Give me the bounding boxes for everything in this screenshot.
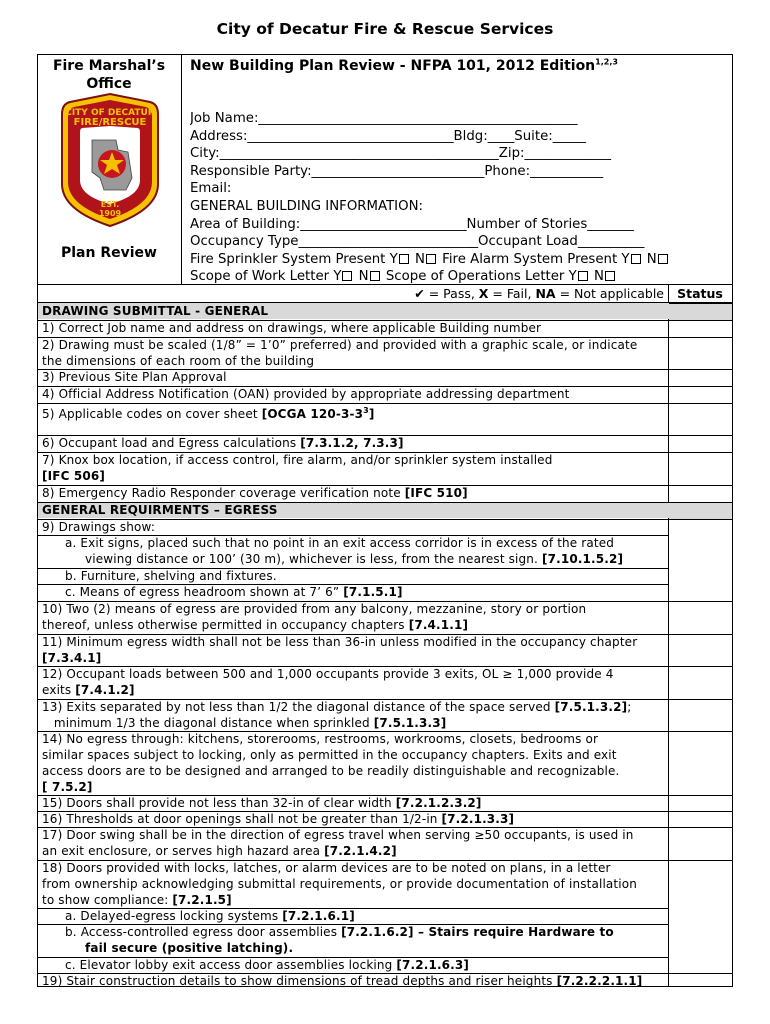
checklist-item-3: 3) Previous Site Plan Approval [42, 370, 227, 384]
checklist-item-9a [38, 535, 669, 567]
item-18b-line2: fail secure (positive latching). [85, 941, 294, 955]
fire-marshal-office-title [38, 57, 180, 93]
legend-na-text: = Not applicable [555, 286, 664, 301]
row-rule [38, 519, 669, 520]
area-field[interactable]: Area of Building:_________________________Number of Stories_______ [190, 216, 634, 232]
item-14-line3: access doors are to be designed and arranged to be readily distinguishable and recognizable. [42, 764, 620, 778]
logo-text-top: CITY OF DECATUR [65, 108, 155, 118]
item-7-line1: 7) Knox box location, if access control, fire alarm, and/or sprinkler system installed [42, 453, 553, 467]
row-rule [38, 403, 669, 404]
checklist-item-18 [38, 860, 669, 908]
status-cell-6[interactable] [669, 435, 732, 452]
item-16-ref: [7.2.1.3.3] [441, 812, 515, 826]
sprinkler-no-label: N [410, 251, 425, 267]
item-13-semicolon: ; [627, 700, 632, 714]
item-14-line1: 14) No egress through: kitchens, storerooms, restrooms, workrooms, closets, bedrooms or [42, 732, 599, 746]
systems-present-line [190, 251, 725, 269]
scope-ops-label: Scope of Operations Letter Y [381, 269, 577, 285]
status-cell-7[interactable] [669, 452, 732, 485]
item-2-line2: the dimensions of each room of the building [42, 354, 315, 368]
job-name-field[interactable]: Job Name:________________________________________________ [190, 111, 578, 126]
general-info-heading: GENERAL BUILDING INFORMATION: [190, 198, 424, 214]
row-rule [38, 584, 669, 585]
status-cell-10[interactable] [669, 601, 732, 634]
legend-pass: = Pass, [424, 286, 479, 301]
item-18a-ref: [7.2.1.6.1] [282, 909, 355, 923]
address-field[interactable]: Address:_______________________________Bldg:____Suite:_____ [190, 128, 586, 144]
fire-rescue-badge-logo [60, 92, 160, 228]
status-cell-13[interactable] [669, 699, 732, 731]
form-title-text: New Building Plan Review - NFPA 101, 2012 Edition [190, 57, 596, 74]
status-cell-19[interactable] [669, 973, 732, 986]
scope-ops-no-label: N [589, 269, 604, 285]
check-mark-icon: ✔ [414, 286, 425, 301]
section-egress: GENERAL REQUIRMENTS – EGRESS [38, 502, 669, 518]
item-11-line1: 11) Minimum egress width shall not be less than 36-in unless modified in the occupancy chapter [42, 635, 638, 649]
item-7-ref: [IFC 506] [42, 469, 106, 483]
status-cell-18[interactable] [669, 860, 732, 973]
job-info-block [190, 110, 725, 286]
item-13-ref-a: [7.5.1.3.2] [554, 700, 628, 714]
checklist-item-5 [38, 403, 669, 422]
status-cell-9[interactable] [669, 519, 732, 601]
row-rule [38, 634, 669, 635]
item-5-ref: [OCGA 120-3-3 [261, 407, 364, 421]
status-cell-17[interactable] [669, 827, 732, 860]
item-2-line1: 2) Drawing must be scaled (1/8” = 1’0” preferred) and provided with a graphic scale, or indicate [42, 338, 638, 352]
item-8-text: 8) Emergency Radio Responder coverage verification note [42, 486, 405, 500]
page-title: City of Decatur Fire & Rescue Services [216, 20, 554, 38]
status-cell-section-egress [669, 502, 732, 519]
row-rule [38, 320, 669, 321]
row-rule [38, 908, 669, 909]
sprinkler-yes-checkbox[interactable] [399, 254, 409, 264]
item-18-ref: [7.2.1.5] [172, 893, 232, 907]
row-rule [38, 568, 669, 569]
form-title-footnotes: 1,2,3 [595, 57, 618, 66]
item-18b-line1: b. Access-controlled egress door assemblies [65, 925, 342, 939]
checklist-item-17 [38, 827, 669, 859]
status-cell-14[interactable] [669, 731, 732, 795]
status-cell-section [669, 303, 732, 320]
item-18c-text: c. Elevator lobby exit access door assemblies locking [65, 958, 397, 972]
checklist-item-12 [38, 666, 669, 698]
checklist-item-15 [38, 795, 669, 811]
item-17-line1: 17) Door swing shall be in the direction of egress travel when serving ≥50 occupants, is used in [42, 828, 634, 842]
email-field[interactable]: Email: [190, 181, 232, 197]
sprinkler-label: Fire Sprinkler System Present Y [190, 251, 398, 267]
checklist-item-10 [38, 601, 669, 633]
item-13-line1: 13) Exits separated by not less than 1/2 the diagonal distance of the space served [42, 700, 555, 714]
row-rule [38, 485, 669, 486]
item-19-text: 19) Stair construction details to show dimensions of tread depths and riser heights [42, 974, 557, 988]
row-rule [38, 535, 669, 536]
item-9a-line2: viewing distance or 100’ (30 m), whichever is less, from the nearest sign. [85, 552, 542, 566]
form-header [190, 57, 730, 74]
row-rule [38, 811, 669, 812]
logo-text-mid: FIRE/RESCUE [73, 117, 147, 128]
sprinkler-no-checkbox[interactable] [426, 254, 436, 264]
item-18a-text: a. Delayed-egress locking systems [65, 909, 283, 923]
item-13-ref-b: [7.5.1.3.3] [373, 716, 447, 730]
scope-work-no-label: N [354, 269, 369, 285]
alarm-label: Fire Alarm System Present Y [437, 251, 630, 267]
checklist-item-11 [38, 634, 669, 666]
checklist-item-2 [38, 337, 669, 369]
row-rule [38, 924, 669, 925]
row-rule [38, 337, 669, 338]
item-17-ref: [7.2.1.4.2] [324, 844, 397, 858]
status-column [669, 303, 732, 986]
item-13-line2: minimum 1/3 the diagonal distance when sprinkled [42, 716, 374, 730]
item-16-text: 16) Thresholds at door openings shall not be greater than 1/2-in [42, 812, 442, 826]
item-9c-text: c. Means of egress headroom shown at 7’ 6” [65, 585, 344, 599]
item-9a-ref: [7.10.1.5.2] [541, 552, 624, 566]
row-rule [38, 731, 669, 732]
status-cell-1[interactable] [669, 320, 732, 337]
item-18b-ref: [7.2.1.6.2] – Stairs require Hardware to [341, 925, 614, 939]
status-legend [380, 286, 664, 301]
responsible-party-field[interactable]: Responsible Party:__________________________Phone:___________ [190, 163, 604, 179]
form-title [190, 58, 618, 74]
checklist-item-9b: b. Furniture, shelving and fixtures. [65, 569, 277, 583]
item-8-ref: [IFC 510] [404, 486, 468, 500]
office-title-line1: Fire Marshal’s [52, 58, 166, 74]
logo-text-est: EST. [100, 200, 120, 209]
checklist-item-18a [38, 908, 669, 924]
row-rule [38, 601, 669, 602]
status-cell-8[interactable] [669, 485, 732, 502]
item-14-line2: similar spaces subject to locking, only as permitted in the occupancy chapters. Exits and exit [42, 748, 617, 762]
checklist-item-14 [38, 731, 669, 795]
item-18-line3: to show compliance: [42, 893, 173, 907]
item-10-ref: [7.4.1.1] [408, 618, 469, 632]
plan-review-label: Plan Review [61, 245, 157, 261]
header-divider [181, 55, 182, 285]
item-19-ref: [7.2.2.2.1.1] [556, 974, 643, 988]
item-6-text: 6) Occupant load and Egress calculations [42, 436, 301, 450]
legend-na: NA [535, 286, 556, 301]
checklist-item-18b [38, 924, 669, 956]
checklist-item-7 [38, 452, 669, 484]
status-column-header: Status [677, 286, 723, 301]
item-5-end: ] [368, 407, 375, 421]
status-cell-11[interactable] [669, 634, 732, 666]
row-rule [38, 973, 669, 974]
item-17-line2: an exit enclosure, or serves high hazard area [42, 844, 325, 858]
row-rule [38, 502, 669, 503]
checklist-item-4: 4) Official Address Notification (OAN) provided by appropriate addressing department [42, 387, 570, 401]
item-11-ref: [7.3.4.1] [42, 651, 102, 665]
scope-work-yes-checkbox[interactable] [342, 271, 352, 281]
city-field[interactable]: City:__________________________________________Zip:_____________ [190, 146, 611, 162]
item-14-ref: [ 7.5.2] [42, 780, 93, 794]
scope-ops-yes-checkbox[interactable] [578, 271, 588, 281]
checklist-item-19 [38, 973, 669, 989]
legend-fail: = Fail, [488, 286, 536, 301]
row-rule [38, 957, 669, 958]
checklist-item-1: 1) Correct Job name and address on drawings, where applicable Building number [42, 321, 542, 335]
alarm-no-label: N [642, 251, 657, 267]
scope-line [190, 268, 725, 286]
occupancy-field[interactable]: Occupancy Type___________________________Occupant Load__________ [190, 234, 645, 250]
row-rule [38, 699, 669, 700]
alarm-yes-checkbox[interactable] [631, 254, 641, 264]
checklist-item-18c [38, 957, 669, 973]
item-5-text: 5) Applicable codes on cover sheet [42, 407, 262, 421]
logo-text-year: 1909 [98, 209, 122, 218]
scope-work-label: Scope of Work Letter Y [190, 269, 342, 285]
status-cell-4[interactable] [669, 386, 732, 403]
item-18-line1: 18) Doors provided with locks, latches, or alarm devices are to be noted on plans, in a letter [42, 861, 611, 875]
section-drawing-submittal: DRAWING SUBMITTAL - GENERAL [38, 303, 669, 319]
checklist-item-8 [38, 485, 669, 501]
legend-x: X [478, 286, 489, 301]
row-rule [38, 435, 669, 436]
scope-ops-no-checkbox[interactable] [605, 271, 615, 281]
row-rule [38, 827, 669, 828]
alarm-no-checkbox[interactable] [658, 254, 668, 264]
office-title-line2: Office [86, 76, 132, 92]
checklist-item-6 [38, 435, 669, 451]
checklist-item-13 [38, 699, 669, 731]
status-cell-3[interactable] [669, 369, 732, 386]
status-cell-12[interactable] [669, 666, 732, 699]
item-9c-ref: [7.1.5.1] [343, 585, 403, 599]
row-rule [38, 860, 669, 861]
checklist-item-9: 9) Drawings show: [42, 520, 156, 534]
row-rule [38, 386, 669, 387]
item-18c-ref: [7.2.1.6.3] [396, 958, 469, 972]
scope-work-no-checkbox[interactable] [370, 271, 380, 281]
row-rule [38, 369, 669, 370]
item-15-ref: [7.2.1.2.3.2] [395, 796, 482, 810]
item-15-text: 15) Doors shall provide not less than 32-in of clear width [42, 796, 396, 810]
item-12-line1: 12) Occupant loads between 500 and 1,000 occupants provide 3 exits, OL ≥ 1,000 provide 4 [42, 667, 614, 681]
item-10-line1: 10) Two (2) means of egress are provided from any balcony, mezzanine, story or portion [42, 602, 587, 616]
status-cell-2[interactable] [669, 337, 732, 369]
status-cell-16[interactable] [669, 811, 732, 827]
checklist-item-16 [38, 811, 669, 827]
row-rule [38, 795, 669, 796]
item-10-line2: thereof, unless otherwise permitted in occupancy chapters [42, 618, 409, 632]
row-rule [38, 666, 669, 667]
item-5-sup: 3 [363, 406, 369, 415]
item-6-ref: [7.3.1.2, 7.3.3] [300, 436, 404, 450]
row-rule [38, 452, 669, 453]
item-12-line2: exits [42, 683, 76, 697]
item-12-ref: [7.4.1.2] [75, 683, 135, 697]
item-9a-line1: a. Exit signs, placed such that no point in an exit access corridor is in excess of the rated [65, 536, 615, 550]
status-cell-15[interactable] [669, 795, 732, 811]
item-18-line2: from ownership acknowledging submittal requirements, or provide documentation of installation [42, 877, 638, 891]
checklist-item-9c [38, 584, 669, 600]
status-cell-5[interactable] [669, 403, 732, 435]
